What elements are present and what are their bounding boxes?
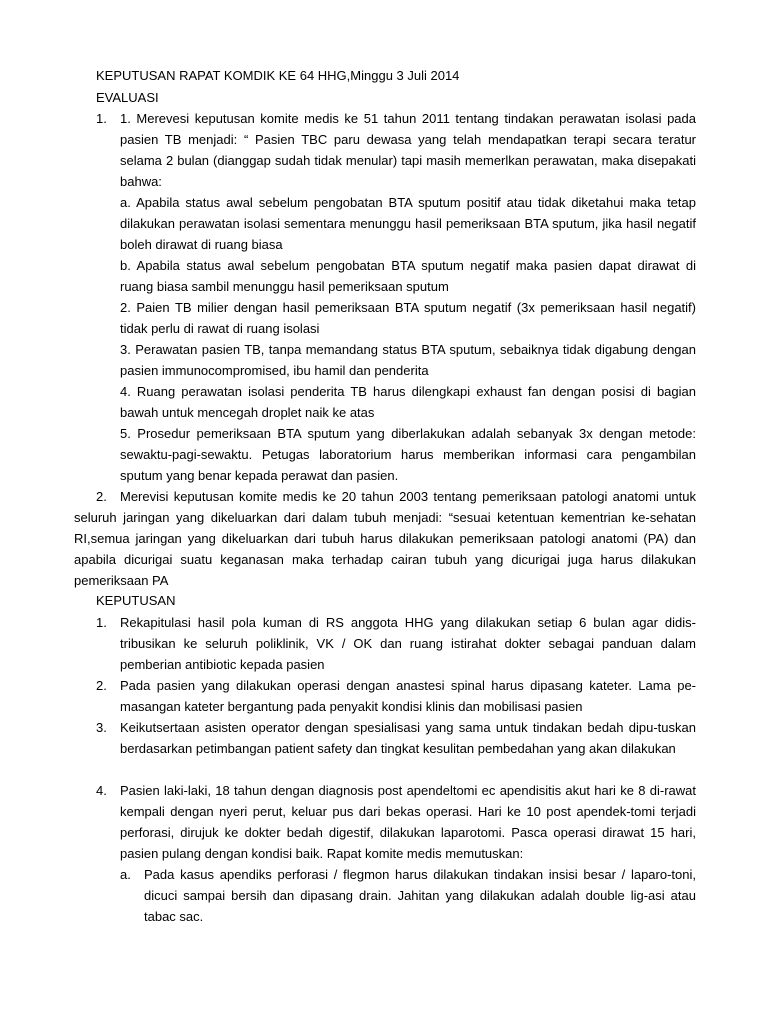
section-heading-evaluasi: EVALUASI: [96, 90, 159, 105]
keputusan-item-2-number: 2.: [96, 678, 107, 693]
keputusan-item-3-number: 3.: [96, 720, 107, 735]
keputusan-item-1-text: Rekapitulasi hasil pola kuman di RS anggota HHG yang dilakukan setiap 6 bulan agar didis-tribusikan ke seluruh poliklinik, VK / OK dan ruang istirahat dokter sebagai panduan dalam pemberian antibiotic kepada pasien: [120, 615, 696, 672]
evaluasi-item-1-text: 1. Merevesi keputusan komite medis ke 51 tahun 2011 tentang tindakan perawatan isolasi pada pasien TB menjadi: “ Pasien TBC paru dewasa yang telah mendapatkan terapi secara teratur selama 2 bulan (dianggap sudah tidak menular) tapi masih memerlkan perawatan, maka disepakati bahwa:: [120, 111, 696, 189]
evaluasi-subitem-a: a. Apabila status awal sebelum pengobatan BTA sputum positif atau tidak diketahui maka tetap dilakukan perawatan isolasi sementara menunggu hasil pemeriksaan BTA sputum, jika hasil negatif boleh dirawat di ruang biasa: [120, 195, 696, 252]
evaluasi-item-1-number: 1.: [96, 111, 107, 126]
keputusan-item-3-text: Keikutsertaan asisten operator dengan spesialisasi yang sama untuk tindakan bedah dipu-tuskan berdasarkan petimbangan patient safety dan tingkat kesulitan pembedahan yang akan dilakukan: [120, 720, 696, 756]
evaluasi-subitem-5: 5. Prosedur pemeriksaan BTA sputum yang diberlakukan adalah sebanyak 3x dengan metode: sewaktu-pagi-sewaktu. Petugas laboratorium harus memberikan informasi cara pengambilan sputum yang benar kepada perawat dan pasien.: [120, 426, 696, 483]
evaluasi-item-2-number: 2.: [96, 489, 107, 504]
keputusan-item-1-number: 1.: [96, 615, 107, 630]
evaluasi-subitem-2: 2. Paien TB milier dengan hasil pemeriksaan BTA sputum negatif (3x pemeriksaan hasil negatif) tidak perlu di rawat di ruang isolasi: [120, 300, 696, 336]
evaluasi-subitem-b: b. Apabila status awal sebelum pengobatan BTA sputum negatif maka pasien dapat dirawat di ruang biasa sambil menunggu hasil pemeriksaan sputum: [120, 258, 696, 294]
evaluasi-subitem-3: 3. Perawatan pasien TB, tanpa memandang status BTA sputum, sebaiknya tidak digabung dengan pasien immunocompromised, ibu hamil dan penderita: [120, 342, 696, 378]
keputusan-item-4-number: 4.: [96, 783, 107, 798]
keputusan-item-4-text: Pasien laki-laki, 18 tahun dengan diagnosis post apendeltomi ec apendisitis akut hari ke 8 di-rawat kempali dengan nyeri perut, keluar pus dari bekas operasi. Hari ke 10 post apendek-tomi terjadi perforasi, dirujuk ke dokter bedah digestif, dilakukan laparotomi. Pasca operasi dirawat 15 hari, pasien pulang dengan kondisi baik. Rapat komite medis memutuskan:: [120, 783, 696, 861]
evaluasi-subitem-4: 4. Ruang perawatan isolasi penderita TB harus dilengkapi exhaust fan dengan posisi di bagian bawah untuk mencegah droplet naik ke atas: [120, 384, 696, 420]
keputusan-subitem-a-number: a.: [120, 867, 131, 882]
keputusan-subitem-a-text: Pada kasus apendiks perforasi / flegmon harus dilakukan tindakan insisi besar / laparo-toni, dicuci sampai bersih dan dipasang drain. Jahitan yang dilakukan adalah double lig-asi atau tabac sac.: [144, 867, 696, 924]
keputusan-item-2-text: Pada pasien yang dilakukan operasi dengan anastesi spinal harus dipasang kateter. Lama pe-masangan kateter bergantung pada penyakit kondisi klinis dan mobilisasi pasien: [120, 678, 696, 714]
section-heading-keputusan: KEPUTUSAN: [96, 593, 176, 608]
document-title: KEPUTUSAN RAPAT KOMDIK KE 64 HHG,Minggu 3 Juli 2014: [96, 68, 460, 83]
evaluasi-item-2-text: Merevisi keputusan komite medis ke 20 tahun 2003 tentang pemeriksaan patologi anatomi untuk seluruh jaringan yang dikeluarkan dari dalam tubuh menjadi: “sesuai ketentuan kementrian ke-sehatan RI,semua jaringan yang dikeluarkan dari tubuh harus dilakukan pemeriksaan patologi anatomi (PA) dan apabila dicurigai suatu keganasan maka terhadap cairan tubuh yang dicurigai juga harus dilakukan pemeriksaan PA: [74, 489, 696, 588]
